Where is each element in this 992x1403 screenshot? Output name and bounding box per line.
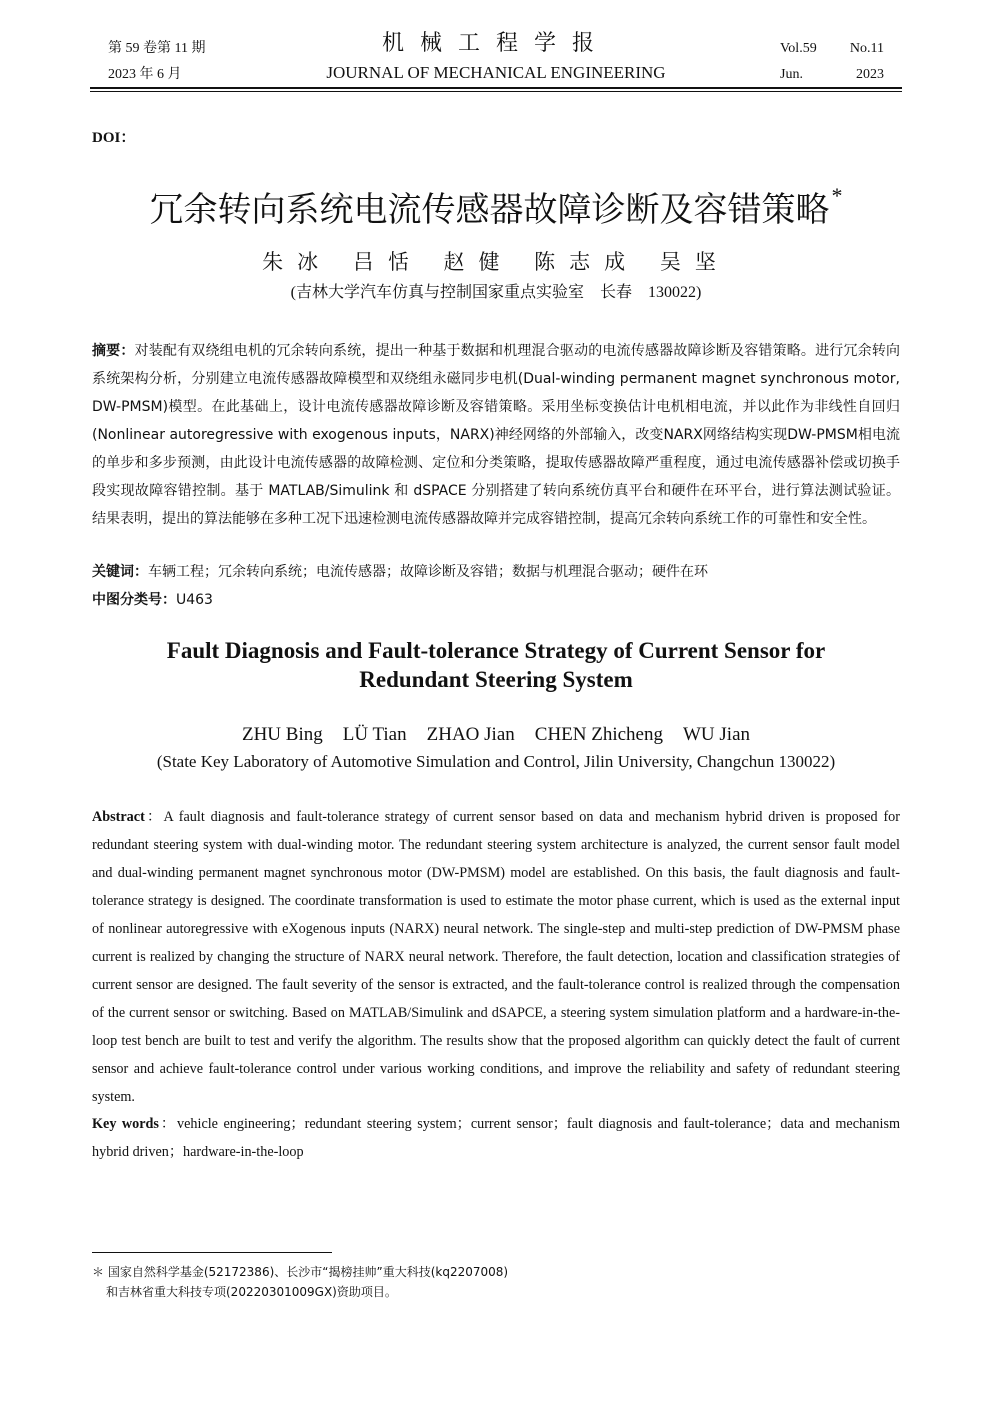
journal-name-cn: 机械工程学报	[381, 31, 610, 56]
abstract-cn-text: 对装配有双绕组电机的冗余转向系统，提出一种基于数据和机理混合驱动的电流传感器故障诊断及容错策略。进行冗余转向系统架构分析，分别建立电流传感器故障模型和双绕组永磁同步电机(Dual-winding permanent magnet synchronous motor, DW-PMSM)模型。在此基础上，设计电流传感器故障诊断及容错策略。采用坐标变换估计电机相电流，并以此作为非线性自回归(Nonlinear autoregressive with exogenous inputs，NARX)神经网络的外部输入，改变NARX网络结构实现DW-PMSM相电流的单步和多步预测，由此设计电流传感器的故障检测、定位和分类策略，提取传感器故障严重程度，通过电流传感器补偿或切换手段实现故障容错控制。基于 MATLAB/Simulink 和 dSPACE 分别搭建了转向系统仿真平台和硬件在环平台，进行算法测试验证。结果表明，提出的算法能够在多种工况下迅速检测电流传感器故障并完成容错控制，提高冗余转向系统工作的可靠性和安全性。	[92, 343, 901, 527]
funding-footnote	[92, 1262, 792, 1302]
header-rule-thick	[90, 87, 902, 89]
header-no: No.11	[849, 41, 884, 56]
header-volume-issue: 第 59 卷第 11 期	[108, 41, 206, 56]
abstract-cn	[92, 337, 900, 533]
footnote-line2: 和吉林省重大科技专项(20220301009GX)资助项目。	[106, 1285, 397, 1299]
author-en: ZHU Bing	[241, 724, 323, 745]
keywords-en	[92, 1110, 900, 1166]
footnote-rule	[92, 1252, 332, 1253]
header-vol-info	[780, 36, 884, 88]
keywords-cn	[92, 560, 900, 584]
header-date: 2023 年 6 月	[108, 67, 182, 82]
classification-text: U463	[176, 592, 213, 608]
authors-cn: 朱冰 吕恬 赵健 陈志成 吴坚	[262, 250, 730, 274]
doi-label: DOI：	[92, 130, 136, 146]
abstract-en-text: ：A fault diagnosis and fault-tolerance strategy of current sensor based on data and mechanism hybrid driven is proposed for redundant steering system with dual-winding motor. The redundant steering system architecture is analyzed, the current sensor fault model and dual-winding permanent magnet synchronous motor (DW-PMSM) model are established. On this basis, the fault diagnosis and fault-tolerance strategy is designed. The coordinate transformation is used to estimate the motor phase current, which is used as the external input of nonlinear autoregressive with eXogenous inputs (NARX) neural network. The single-step and multi-step prediction of DW-PMSM phase current is realized by changing the structure of NARX neural network. Therefore, the fault detection, location and classification strategies of current sensor are designed. The fault severity of the sensor is extracted, and the fault-tolerance control is realized through the compensation of the current sensor or switching. Based on MATLAB/Simulink and dSAPCE, a steering system simulation platform and a hardware-in-the-loop test bench are built to test and verify the algorithm. The results show that the proposed algorithm can quickly detect the fault of current sensor and achieve fault-tolerance control under various working conditions, and improve the reliability and safety of redundant steering system.	[92, 809, 900, 1105]
keywords-cn-label: 关键词：	[92, 564, 148, 580]
header-rule-thin	[90, 91, 902, 92]
author-en: CHEN Zhicheng	[534, 724, 663, 745]
abstract-en	[92, 803, 900, 1111]
author-en: LÜ Tian	[342, 724, 407, 745]
paper-title-en-line1: Fault Diagnosis and Fault-tolerance Strategy of Current Sensor for	[166, 638, 826, 663]
keywords-cn-text: 车辆工程；冗余转向系统；电流传感器；故障诊断及容错；数据与机理混合驱动；硬件在环	[148, 564, 708, 580]
author-en: ZHAO Jian	[426, 724, 515, 745]
abstract-en-label: Abstract	[92, 809, 145, 825]
author-en: WU Jian	[683, 724, 751, 745]
paper-title-cn	[0, 172, 992, 234]
authors-en	[0, 721, 992, 749]
journal-name-en: JOURNAL OF MECHANICAL ENGINEERING	[326, 63, 666, 82]
classification-label: 中图分类号：	[92, 592, 176, 608]
abstract-cn-label: 摘要：	[92, 343, 135, 359]
title-footnote-mark: *	[831, 183, 843, 208]
page-header	[90, 32, 902, 90]
paper-title-en	[0, 636, 992, 694]
classification-number	[92, 588, 900, 612]
header-vol: Vol.59	[780, 41, 817, 56]
footnote-line1: ＊ 国家自然科学基金(52172386)、长沙市“揭榜挂帅”重大科技(kq2207008)	[92, 1265, 509, 1279]
keywords-en-label: Key words	[92, 1116, 159, 1132]
header-month: Jun.	[780, 67, 803, 82]
paper-title-en-line2: Redundant Steering System	[359, 667, 633, 692]
keywords-en-text: ：vehicle engineering；redundant steering system；current sensor；fault diagnosis and fault-tolerance；data and mechanism hybrid driven；hardware-in-the-loop	[92, 1116, 901, 1160]
paper-title-cn-text: 冗余转向系统电流传感器故障诊断及容错策略	[149, 190, 830, 230]
affiliation-cn: (吉林大学汽车仿真与控制国家重点实验室 长春 130022)	[290, 284, 702, 301]
header-year: 2023	[856, 67, 884, 82]
affiliation-en: (State Key Laboratory of Automotive Simulation and Control, Jilin University, Changchun 130022)	[156, 752, 836, 771]
